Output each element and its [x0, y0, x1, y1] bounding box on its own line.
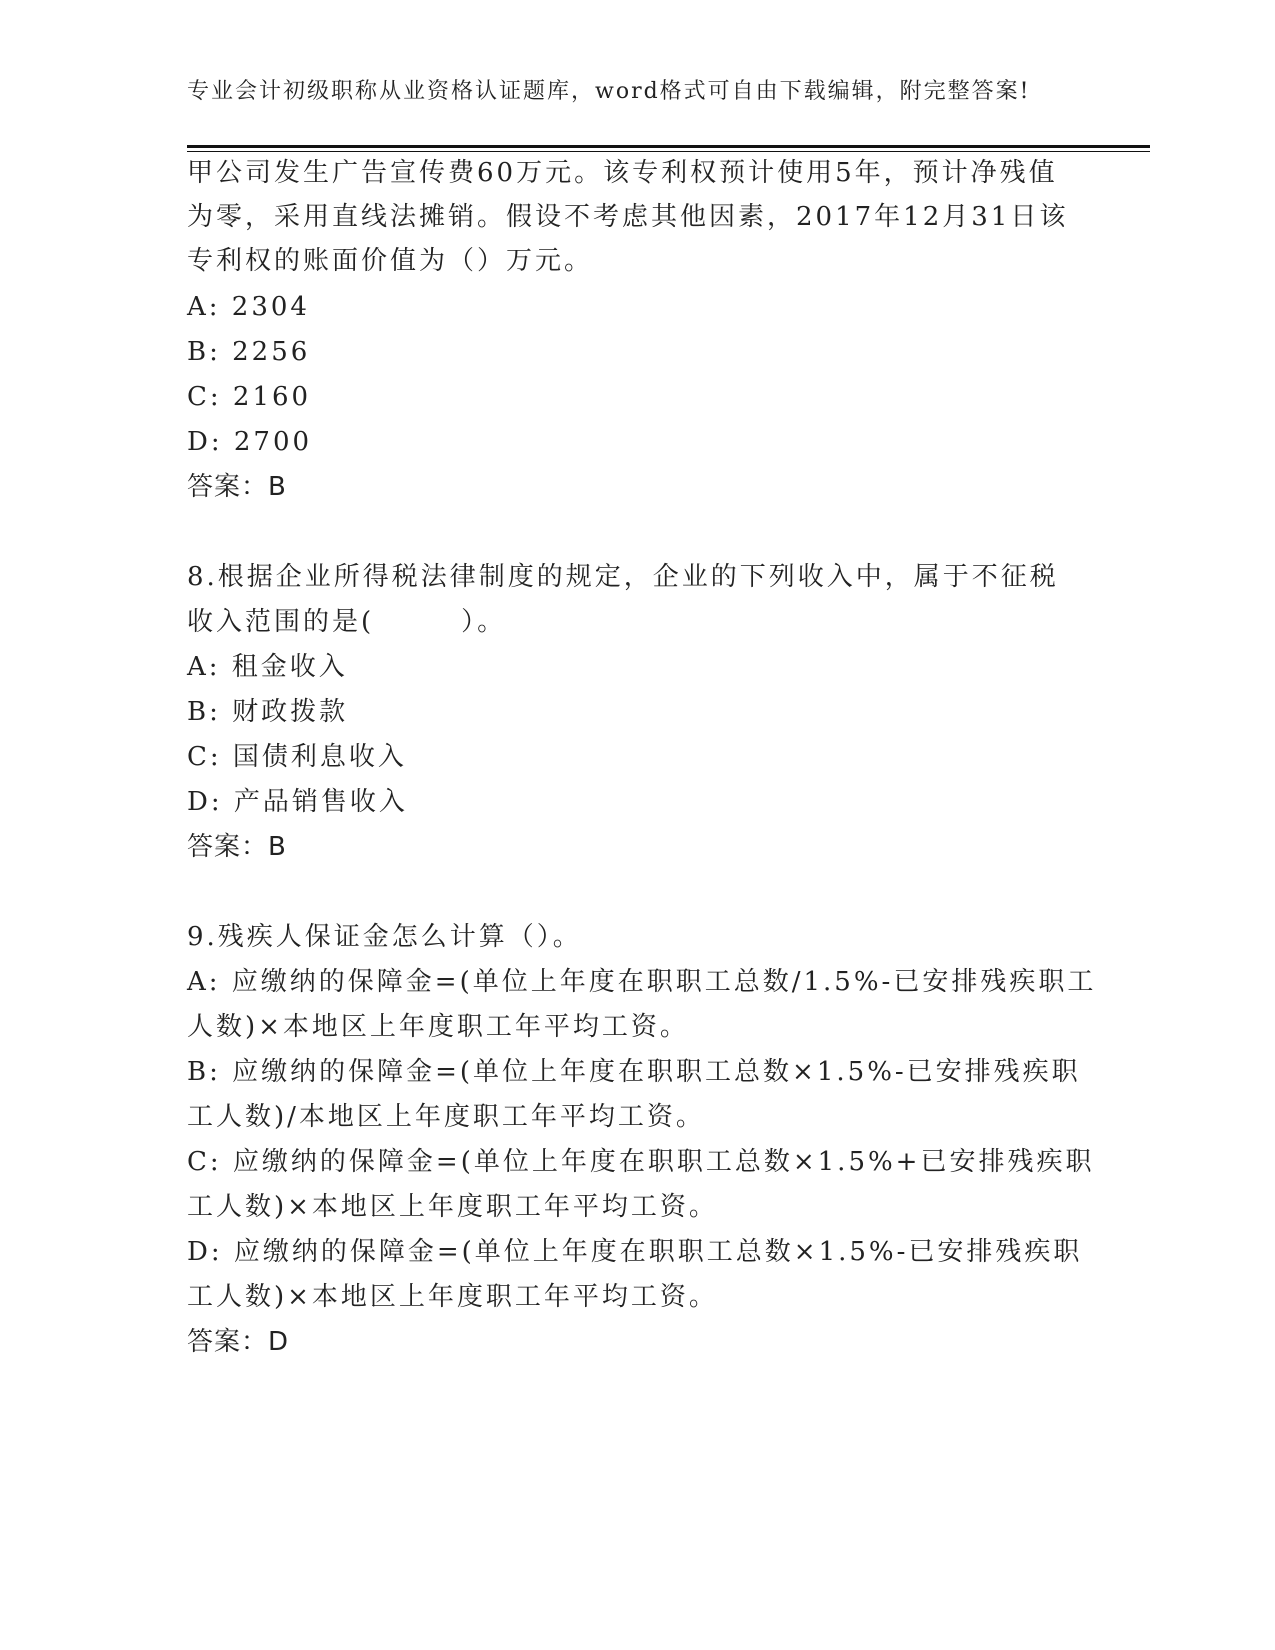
question-8-option-b: B: 财政拨款: [187, 697, 349, 727]
question-7-option-d: D: 2700: [187, 427, 313, 457]
question-9-stem-line-1: 9.残疾人保证金怎么计算（）。: [187, 922, 582, 952]
question-7-stem-line-2: 为零，采用直线法摊销。假设不考虑其他因素，2017年12月31日该: [187, 202, 1069, 232]
question-7-option-b: B: 2256: [187, 337, 311, 367]
page-header: 专业会计初级职称从业资格认证题库，word格式可自由下载编辑，附完整答案!: [187, 79, 1031, 104]
question-9-option-a-line-1: A: 应缴纳的保障金=(单位上年度在职职工总数/1.5%-已安排残疾职工: [187, 967, 1097, 997]
question-7-option-c: C: 2160: [187, 382, 312, 412]
question-9-answer: 答案：D: [187, 1327, 290, 1357]
question-8-answer: 答案：B: [187, 832, 287, 862]
question-8-option-d: D: 产品销售收入: [187, 787, 408, 817]
question-9-option-b-line-2: 工人数)/本地区上年度职工年平均工资。: [187, 1102, 705, 1132]
header-rule-thin: [187, 151, 1150, 152]
question-8-option-a: A: 租金收入: [187, 652, 348, 682]
question-9-option-b-line-1: B: 应缴纳的保障金=(单位上年度在职职工总数×1.5%-已安排残疾职: [187, 1057, 1081, 1087]
question-8-stem-line-2: 收入范围的是( ）。: [187, 607, 507, 637]
question-9-option-d-line-2: 工人数)×本地区上年度职工年平均工资。: [187, 1282, 718, 1312]
question-7-answer: 答案：B: [187, 472, 287, 502]
question-7-stem-line-3: 专利权的账面价值为（）万元。: [187, 246, 594, 276]
question-9-option-d-line-1: D: 应缴纳的保障金=(单位上年度在职职工总数×1.5%-已安排残疾职: [187, 1237, 1083, 1267]
question-9-option-a-line-2: 人数)×本地区上年度职工年平均工资。: [187, 1012, 689, 1042]
question-7-stem-line-1: 甲公司发生广告宣传费60万元。该专利权预计使用5年，预计净残值: [187, 158, 1058, 188]
question-8-stem-line-1: 8.根据企业所得税法律制度的规定，企业的下列收入中，属于不征税: [187, 562, 1059, 592]
question-9-option-c-line-1: C: 应缴纳的保障金=(单位上年度在职职工总数×1.5%+已安排残疾职: [187, 1147, 1095, 1177]
header-rule-thick: [187, 145, 1150, 148]
question-8-option-c: C: 国债利息收入: [187, 742, 407, 772]
question-9-option-c-line-2: 工人数)×本地区上年度职工年平均工资。: [187, 1192, 718, 1222]
question-7-option-a: A: 2304: [187, 292, 310, 322]
